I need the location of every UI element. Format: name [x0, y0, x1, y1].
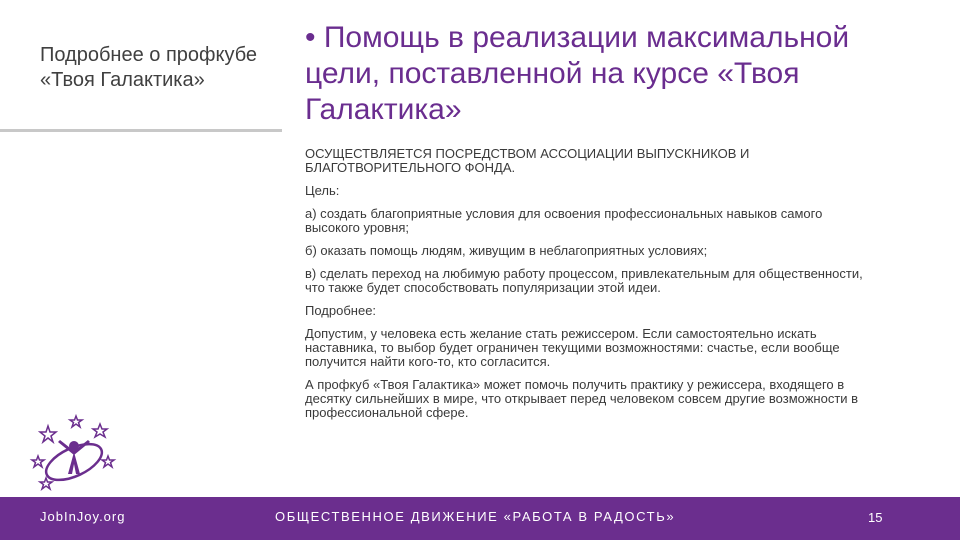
page-number: 15	[868, 510, 883, 525]
goal-item-c: в) сделать переход на любимую работу процессом, привлекательным для общественности, что также будет способствовать популяризации этой идеи.	[305, 266, 863, 295]
slide-title: • Помощь в реализации максимальной цели, поставленной на курсе «Твоя Галактика»	[305, 21, 850, 126]
footer-site-link[interactable]: JobInJoy.org	[40, 509, 126, 524]
intro-text: ОСУЩЕСТВЛЯЕТСЯ ПОСРЕДСТВОМ АССОЦИАЦИИ ВЫПУСКНИКОВ И БЛАГОТВОРИТЕЛЬНОГО ФОНДА.	[305, 146, 750, 175]
footer-movement: ОБЩЕСТВЕННОЕ ДВИЖЕНИЕ «РАБОТА В РАДОСТЬ»	[275, 509, 676, 524]
more-paragraph-1: Допустим, у человека есть желание стать режиссером. Если самостоятельно искать наставника, то выбор будет ограничен текущими возможностями: счастье, если вообще получится найти кого-то, кто согласится.	[305, 326, 840, 369]
more-paragraph-2: А профкуб «Твоя Галактика» может помочь получить практику у режиссера, входящего в десятку сильнейших в мире, что открывает перед человеком совсем другие возможности в профессиональной сфере.	[305, 377, 859, 420]
side-divider	[0, 129, 282, 132]
goal-label: Цель:	[305, 183, 340, 198]
galaxy-logo-icon	[28, 412, 120, 492]
slide-content	[305, 147, 880, 429]
more-label: Подробнее:	[305, 303, 377, 318]
footer-bar	[0, 497, 960, 540]
goal-item-a: а) создать благоприятные условия для освоения профессиональных навыков самого высокого уровня;	[305, 206, 823, 235]
side-title: Подробнее о профкубе «Твоя Галактика»	[40, 44, 258, 91]
side-panel	[0, 0, 282, 497]
goal-item-b: б) оказать помощь людям, живущим в неблагоприятных условиях;	[305, 243, 708, 258]
